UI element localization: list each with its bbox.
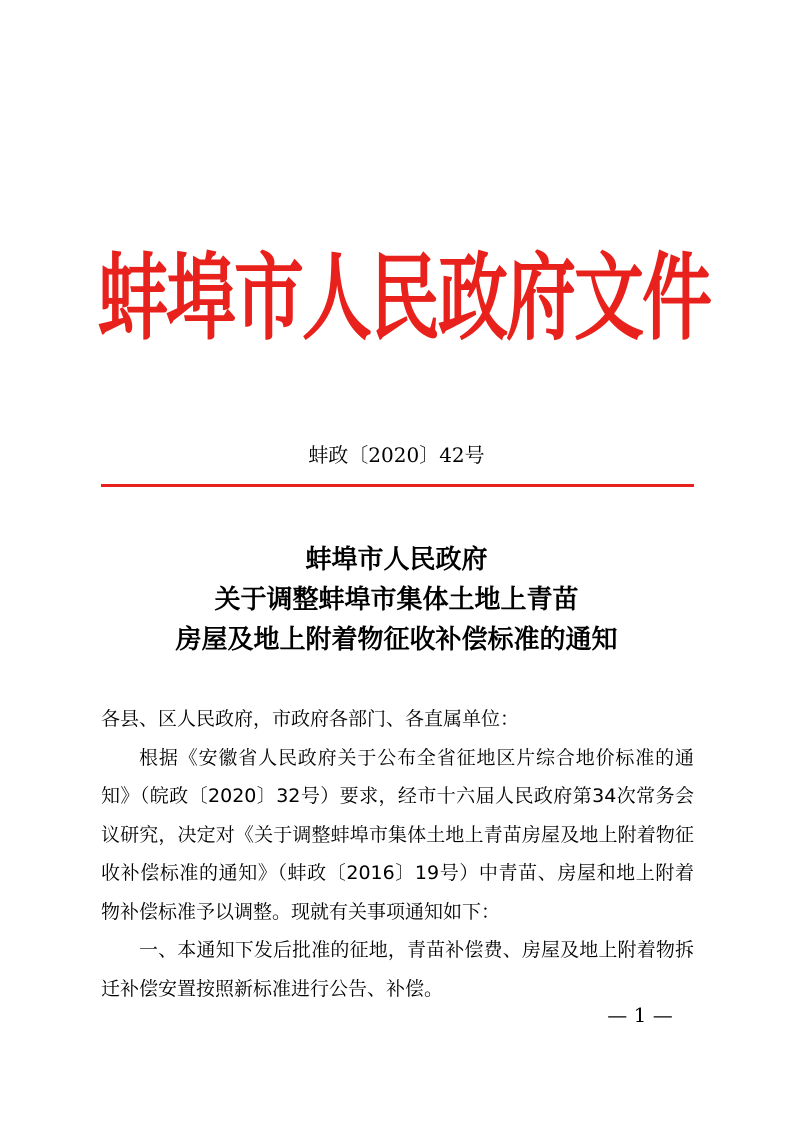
red-separator-line — [101, 484, 694, 487]
page-number: — 1 — — [607, 1003, 673, 1027]
document-body — [101, 700, 694, 1008]
title-line-3: 房屋及地上附着物征收补偿标准的通知 — [175, 625, 618, 655]
body-paragraph-2: 一、本通知下发后批准的征地，青苗补偿费、房屋及地上附着物拆迁补偿安置按照新标准进行公告、补偿。 — [101, 939, 694, 1000]
body-paragraph-1: 根据《安徽省人民政府关于公布全省征地区片综合地价标准的通知》（皖政〔2020〕32号）要求，经市十六届人民政府第34次常务会议研究，决定对《关于调整蚌埠市集体土地上青苗房屋及地上附着物征收补偿标准的通知》（蚌政〔2016〕19号）中青苗、房屋和地上附着物补偿标准予以调整。现就有关事项通知如下： — [101, 746, 694, 923]
title-line-2: 关于调整蚌埠市集体土地上青苗 — [214, 585, 579, 615]
title-line-1: 蚌埠市人民政府 — [305, 545, 488, 575]
document-title — [0, 540, 793, 660]
addressees: 各县、区人民政府，市政府各部门、各直属单位： — [101, 708, 520, 730]
document-masthead: 蚌埠市人民政府文件 — [98, 242, 710, 354]
document-number: 蚌政〔2020〕42号 — [308, 443, 485, 467]
